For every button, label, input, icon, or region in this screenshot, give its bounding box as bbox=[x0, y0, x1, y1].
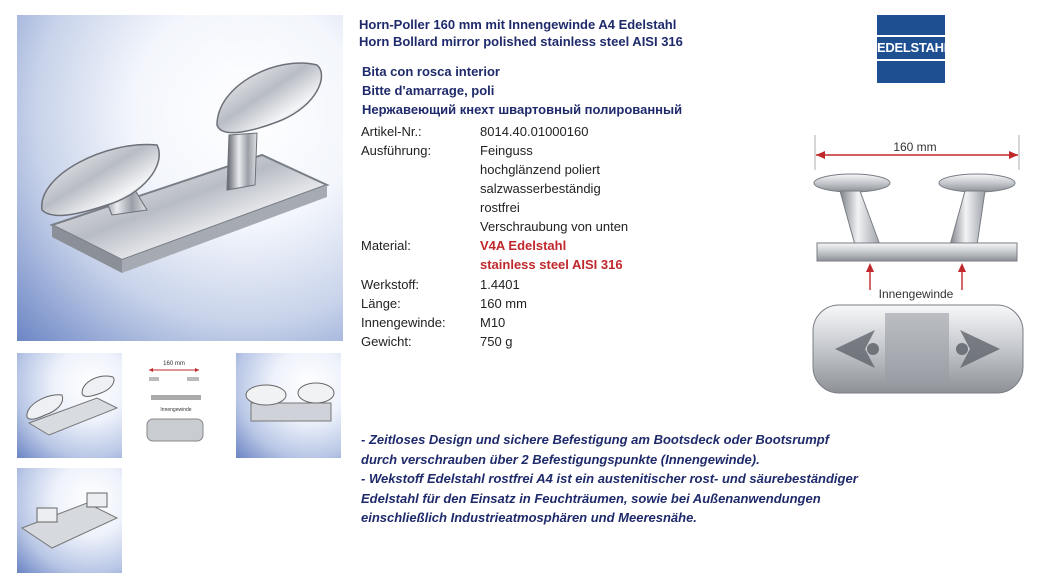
product-description bbox=[361, 430, 858, 528]
spec-value: 8014.40.01000160 bbox=[480, 124, 589, 139]
spec-value: Feinguss bbox=[480, 143, 533, 158]
description-line: - Zeitloses Design und sichere Befestigung am Bootsdeck oder Bootsrumpf bbox=[361, 432, 830, 447]
horn-bollard-photo bbox=[17, 15, 343, 341]
thumb-thread-text: Innengewinde bbox=[160, 407, 192, 413]
spec-value: Verschraubung von unten bbox=[480, 219, 629, 234]
description-line: - Wekstoff Edelstahl rostfrei A4 ist ein austenitischer rost- und säurebeständiger bbox=[361, 471, 858, 486]
description-line: durch verschrauben über 2 Befestigungspunkte (Innengewinde). bbox=[361, 451, 760, 467]
thumbnail-dimension-drawing bbox=[139, 353, 244, 458]
spec-label: Länge: bbox=[361, 296, 401, 311]
spec-label: Material: bbox=[361, 238, 411, 253]
description-line: einschließlich Industrieatmosphären und Meeresnähe. bbox=[361, 510, 697, 525]
thumbnail-bollard-top-image bbox=[17, 468, 122, 573]
thumbnail-photo-3[interactable] bbox=[17, 468, 122, 573]
product-title-en: Horn Bollard mirror polished stainless steel AISI 316 bbox=[359, 34, 683, 49]
dimension-arrow-left bbox=[816, 151, 825, 159]
thumbnail-drawing[interactable] bbox=[139, 353, 244, 458]
dimension-drawing bbox=[805, 135, 1030, 405]
thread-arrow-right bbox=[958, 263, 966, 272]
thumbnail-photo-1[interactable] bbox=[17, 353, 122, 458]
spec-value: rostfrei bbox=[480, 200, 520, 215]
thread-arrow-left bbox=[866, 263, 874, 272]
thumbnail-bollard-front-image bbox=[236, 353, 341, 458]
edelstahl-logo bbox=[877, 15, 952, 83]
spec-value: 160 mm bbox=[480, 296, 527, 311]
spec-value: hochglänzend poliert bbox=[480, 162, 600, 177]
logo-rule bbox=[877, 35, 945, 37]
thread-label: Innengewinde bbox=[878, 287, 954, 301]
logo-rule bbox=[877, 59, 945, 61]
spec-value: 750 g bbox=[480, 334, 513, 349]
spec-value-highlight: V4A Edelstahl bbox=[480, 238, 567, 253]
logo-text: EDELSTAHL bbox=[877, 40, 952, 55]
thumb-dimension-text: 160 mm bbox=[163, 361, 185, 367]
product-alt-name-ru: Нержавеющий кнехт швартовный полированный bbox=[362, 102, 683, 117]
dimension-arrow-right bbox=[1009, 151, 1018, 159]
spec-label: Innengewinde: bbox=[361, 315, 446, 330]
spec-label: Werkstoff: bbox=[361, 277, 420, 292]
thumbnail-bollard-image bbox=[17, 353, 122, 458]
spec-value: 1.4401 bbox=[480, 277, 520, 292]
product-alt-name-es: Bita con rosca interior bbox=[362, 64, 500, 79]
product-alt-name-fr: Bitte d'amarrage, poli bbox=[362, 83, 495, 98]
bollard-technical-drawing bbox=[805, 135, 1030, 405]
spec-value: M10 bbox=[480, 315, 506, 330]
spec-label: Artikel-Nr.: bbox=[361, 124, 422, 139]
spec-label: Ausführung: bbox=[361, 143, 432, 158]
spec-label: Gewicht: bbox=[361, 334, 412, 349]
dimension-label: 160 mm bbox=[893, 140, 937, 154]
description-line: Edelstahl für den Einsatz in Feuchträumen, sowie bei Außenanwendungen bbox=[361, 490, 821, 506]
thumbnail-photo-2[interactable] bbox=[236, 353, 341, 458]
spec-value: salzwasserbeständig bbox=[480, 181, 601, 196]
spec-value-highlight: stainless steel AISI 316 bbox=[480, 257, 623, 272]
product-title-de: Horn-Poller 160 mm mit Innengewinde A4 Edelstahl bbox=[359, 17, 677, 32]
main-product-image[interactable] bbox=[17, 15, 343, 341]
